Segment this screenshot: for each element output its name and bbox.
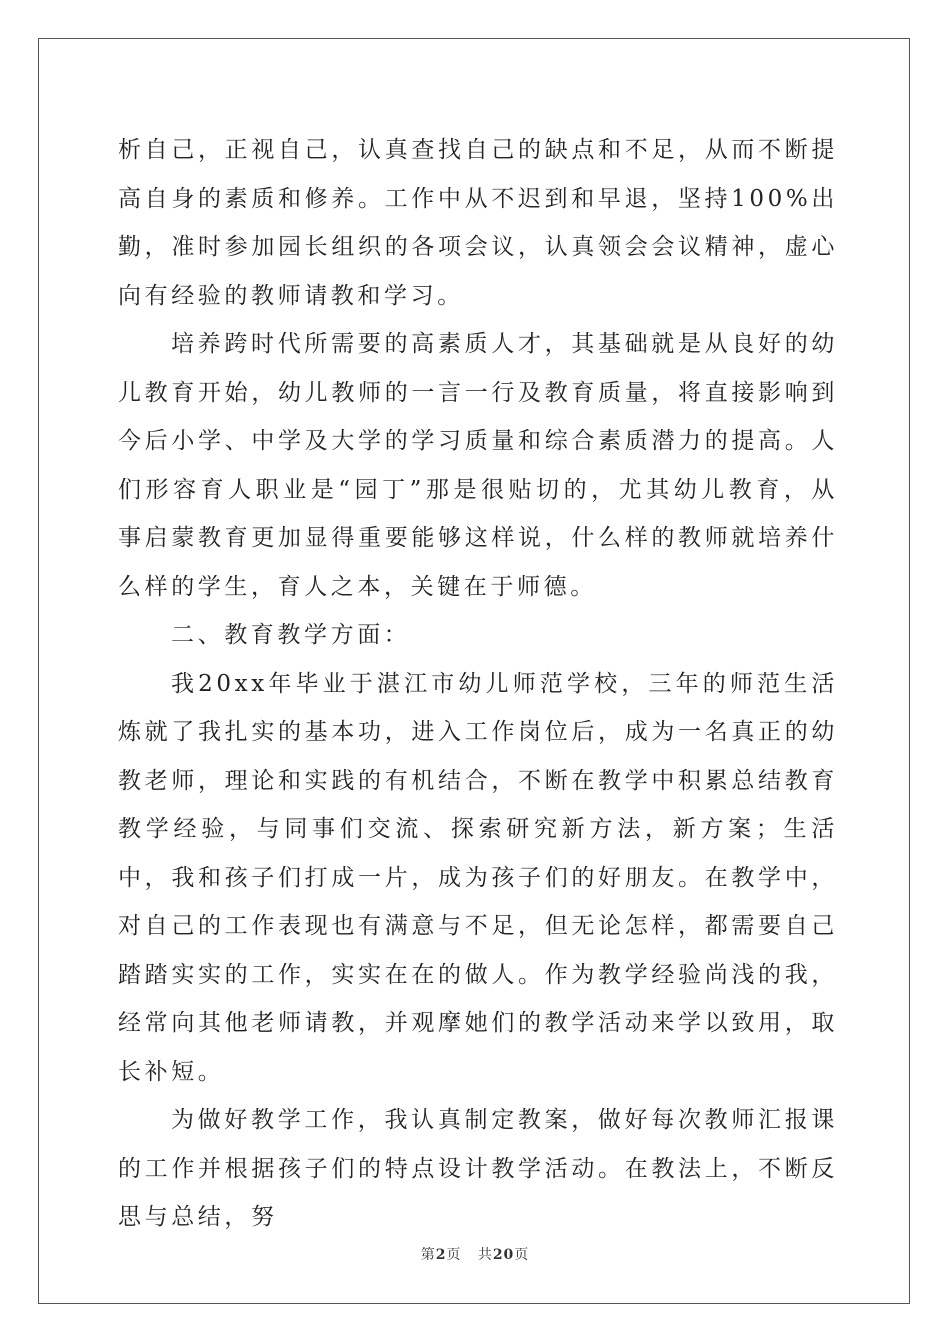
- paragraph-5: 为做好教学工作，我认真制定教案，做好每次教师汇报课的工作并根据孩子们的特点设计教学活动。在教法上，不断反思与总结，努: [118, 1107, 838, 1230]
- current-page-number: 2: [435, 1247, 447, 1263]
- section-heading: 二、教育教学方面：: [171, 622, 411, 648]
- paragraph-4: 我20xx年毕业于湛江市幼儿师范学校，三年的师范生活炼就了我扎实的基本功，进入工作岗位后，成为一名真正的幼教老师，理论和实践的有机结合，不断在教学中积累总结教育教学经验，与同事们交流、探索研究新方法，新方案；生活中，我和孩子们打成一片，成为孩子们的好朋友。在教学中，对自己的工作表现也有满意与不足，但无论怎样，都需要自己踏踏实实的工作，实实在在的做人。作为教学经验尚浅的我，经常向其他老师请教，并观摩她们的教学活动来学以致用，取长补短。: [118, 670, 838, 1085]
- document-body: [118, 126, 838, 1242]
- total-page-count: 20: [492, 1247, 515, 1263]
- footer-total-unit: 页: [514, 1247, 530, 1263]
- paragraph-2: 培养跨时代所需要的高素质人才，其基础就是从良好的幼儿教育开始，幼儿教师的一言一行及教育质量，将直接影响到今后小学、中学及大学的学习质量和综合素质潜力的提高。人们形容育人职业是“园丁”那是很贴切的，尤其幼儿教育，从事启蒙教育更加显得重要能够这样说，什么样的教师就培养什么样的学生，育人之本，关键在于师德。: [118, 331, 838, 600]
- footer-page-unit: 页: [446, 1247, 462, 1263]
- paragraph-1: 析自己，正视自己，认真查找自己的缺点和不足，从而不断提高自身的素质和修养。工作中从不迟到和早退，坚持100%出勤，准时参加园长组织的各项会议，认真领会会议精神，虚心向有经验的教师请教和学习。: [118, 137, 838, 309]
- footer-prefix: 第: [420, 1247, 436, 1263]
- page-footer: [0, 1244, 950, 1264]
- footer-total-prefix: 共: [477, 1247, 493, 1263]
